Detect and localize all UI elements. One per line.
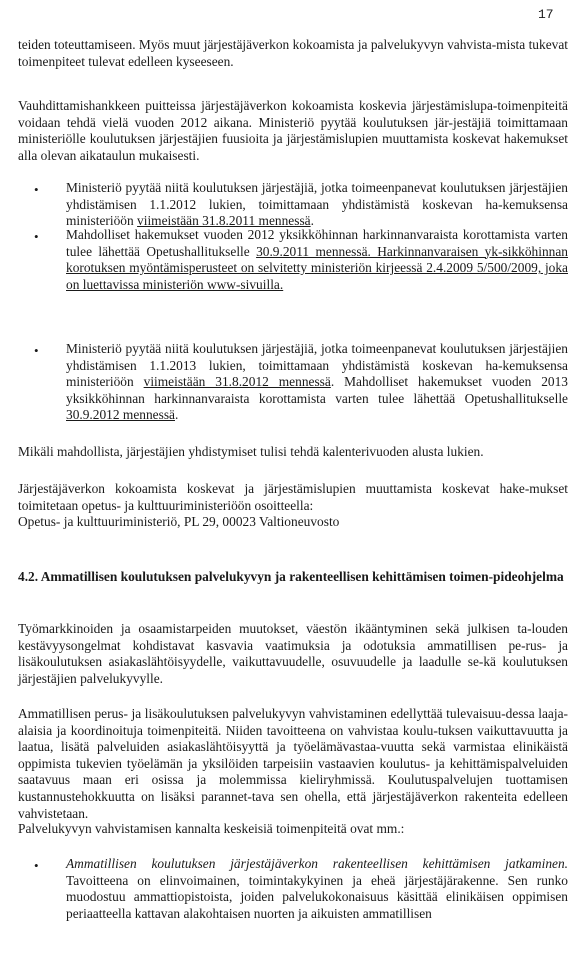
deadline-underlined: 30.9.2012 mennessä: [66, 407, 175, 423]
bullet-end: .: [174, 407, 179, 423]
bullet-dot: •: [34, 182, 39, 197]
paragraph-continuation: teiden toteuttamiseen. Myös muut järjestäjäverkon kokoamista ja palvelukyvyn vahvista-mista tukevat toimenpiteet tulevat edelleen kyseeseen.: [18, 37, 568, 69]
bullet-dot: •: [34, 858, 39, 873]
section-heading: 4.2. Ammatillisen koulutuksen palvelukyvyn ja rakenteellisen kehittämisen toimen-pideohjelma: [18, 569, 564, 584]
paragraph-schedule-intro: Vauhdittamishankkeen puitteissa järjestäjäverkon kokoamista koskevia järjestämislupa-toimenpiteitä voidaan tehdä vielä vuoden 2012 aikana. Ministeriö pyytää koulutuksen jär-jestäjiä toimittamaan ministeriölle koulutuksen järjestäjien fuusioita ja järjestämislupien muuttamista koskevat hakemukset alla olevan aikataulun mukaisesti.: [18, 98, 568, 163]
deadline-underlined: 30.9.2011 mennessä. Harkinnanvaraisen yk-sikköhinnan korotuksen myöntämisperusteet on selvitetty ministeriön kirjeessä 2.4.2009 5/500/2009, joka on luettavissa ministeriön www-sivuilla.: [66, 243, 568, 292]
postal-address: Opetus- ja kulttuuriministeriö, PL 29, 00023 Valtioneuvosto: [18, 514, 340, 529]
paragraph-service-capacity: Ammatillisen perus- ja lisäkoulutuksen palvelukyvyn vahvistaminen edellyttää tulevaisuu-dessa laaja-alaisia ja koordinoituja toimenpiteitä. Niiden tavoitteena on vahvistaa koulu-tuksen vaikuttavuutta ja laatua, lisätä palveluiden asiakaslähtöisyyttä ja työelämävastaa-vuutta sekä varmistaa elinikäistä oppimista tukevien työelämän ja yksilöiden tarpeisiin vastaavien koulutus- ja kehittämispalveluiden saatavuus maan eri osissa ja molemmissa kieliryhmissä. Koulutuspalvelujen tuottamisen kustannustehokkuutta on lisäksi parannet-tava sen ohella, että järjestäjäverkon rakenteita edelleen vahvistetaan.: [18, 706, 568, 821]
bullet-dot: •: [34, 343, 39, 358]
paragraph-measures-intro: Palvelukyvyn vahvistamisen kannalta keskeisiä toimenpiteitä ovat mm.:: [18, 821, 405, 836]
bullet-end: .: [310, 213, 314, 229]
bullet-item-unit-price-2012: [66, 227, 568, 293]
paragraph-calendar-note: Mikäli mahdollista, järjestäjien yhdistymiset tulisi tehdä kalenterivuoden alusta lukien.: [18, 444, 484, 459]
paragraph-labour-market: Työmarkkinoiden ja osaamistarpeiden muutokset, väestön ikääntyminen sekä julkisen ta-louden kestävyysongelmat kohdistavat kasvavia vaatimuksia ja odotuksia ammatillisen pe-rus- ja lisäkoulutuksen asiakaslähtöisyydelle, vaikuttavuudelle, osuvuudelle ja laadulle se-kä koulutuksen järjestäjien palvelukyvylle.: [18, 621, 568, 686]
page-number: 17: [538, 7, 554, 22]
bullet-item-network-development: [66, 856, 568, 922]
bullet-text: Ministeriö pyytää niitä koulutuksen järjestäjiä, jotka toimeenpanevat koulutuksen järjestäjien yhdistämisen 1.1.2012 lukien, toimittamaan yhdistämistä koskevan ha-kemuksensa ministeriöön: [66, 180, 568, 229]
bullet-text: Mahdolliset hakemukset vuoden 2012 yksikköhinnan harkinnanvaraista korottamista varten tulee lähettää Opetushallitukselle: [66, 227, 568, 259]
bullet-text-mid: . Mahdolliset hakemukset vuoden 2013 yksikköhinnan harkinnanvaraista korottamista varten tulee lähettää Opetushallitukselle: [66, 374, 569, 406]
deadline-underlined: viimeistään 31.8.2012 mennessä: [143, 374, 331, 390]
bullet-dot: •: [34, 229, 39, 244]
bullet-text: Ministeriö pyytää niitä koulutuksen järjestäjiä, jotka toimeenpanevat koulutuksen järjestäjien yhdistämisen 1.1.2013 lukien, toimittamaan yhdistämistä koskevan ha-kemuksensa ministeriöön: [66, 341, 568, 390]
deadline-underlined: viimeistään 31.8.2011 mennessä: [137, 213, 311, 229]
bullet-text: Tavoitteena on elinvoimainen, toimintakykyinen ja eheä järjestäjärakenne. Sen runko muodostuu ammattiopistoista, joiden palvelukokonaisuus käsittää elinikäisen oppimisen periaatteella kattavan alakohtaisen nuorten ja aikuisten ammatillisen: [66, 872, 568, 921]
paragraph-submission: Järjestäjäverkon kokoamista koskevat ja järjestämislupien muuttamista koskevat hake-mukset toimitetaan opetus- ja kulttuuriministeriöön osoitteella:: [18, 481, 568, 513]
bullet-italic-title: Ammatillisen koulutuksen järjestäjäverkon rakenteellisen kehittämisen jatkaminen.: [66, 856, 568, 871]
bullet-item-merger-2013: [66, 341, 568, 424]
bullet-item-merger-2012: [66, 180, 568, 230]
